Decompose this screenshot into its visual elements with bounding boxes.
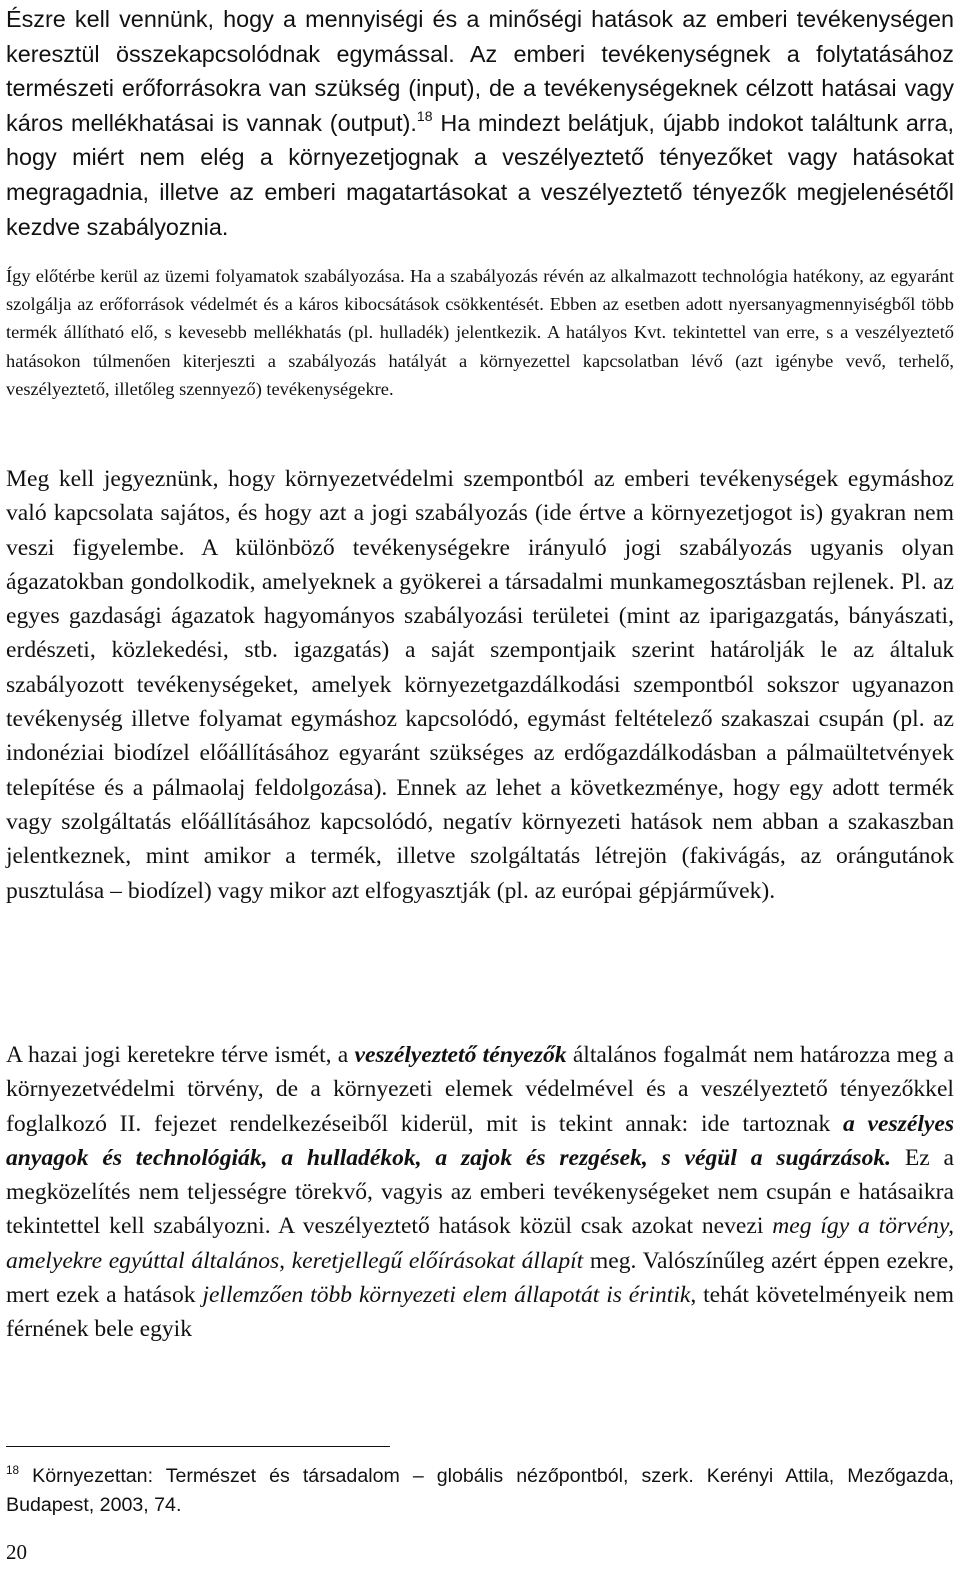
paragraph-4	[6, 1038, 954, 1347]
paragraph-4-text-3: Ez a megközelítés nem teljességre törekvő, vagyis az emberi tevékenységeket nem csupán e hatásaikra tekintettel kell szabályozni. A veszélyeztető hatások közül csak azokat nevezi	[6, 1144, 954, 1240]
paragraph-1-text-a: Észre kell vennünk, hogy a mennyiségi és a minőségi hatások az emberi tevékenységen keresztül összekapcsolódnak egymással. Az emberi tevékenységnek a folytatásához természeti erőforrásokra van szükség (input), de a tevékenységeknek célzott hatásai vagy káros mellékhatásai is vannak (output).	[6, 6, 954, 136]
italic-phrase-1: meg így a törvény, amelyekre egyúttal általános, keretjellegű előírásokat állapít	[6, 1213, 954, 1274]
italic-phrase-2: jellemzően több környezeti elem állapotát is érintik	[202, 1282, 691, 1309]
footnote-reference[interactable]: 18	[416, 107, 433, 124]
footnote-separator	[6, 1446, 390, 1447]
paragraph-4-text-1: A hazai jogi keretekre térve ismét, a	[6, 1042, 355, 1068]
footnote-number: 18	[6, 1463, 20, 1477]
paragraph-1	[6, 2, 954, 244]
paragraph-2: Így előtérbe kerül az üzemi folyamatok szabályozása. Ha a szabályozás révén az alkalmazott technológia hatékony, az egyaránt szolgálja az erőforrások védelmét és a káros kibocsátások csökkentését. Ebben az esetben adott nyersanyagmennyiségből több termék állítható elő, s kevesebb mellékhatás (pl. hulladék) jelentkezik. A hatályos Kvt. tekintettel van erre, s a veszélyeztető hatásokon túlmenően kiterjeszti a szabályozás hatályát a környezettel kapcsolatban lévő (azt igénybe vevő, terhelő, veszélyeztető, illetőleg szennyező) tevékenységekre.	[6, 266, 954, 399]
paragraph-1-text-b: Ha mindezt belátjuk, újabb indokot találtunk arra, hogy miért nem elég a környezetjognak a veszélyeztető tényezőket vagy hatásokat megragadnia, illetve az emberi magatartásokat a veszélyeztető tényezők megjelenésétől kezdve szabályoznia.	[6, 109, 955, 240]
paragraph-4-text-5: , tehát követelményeik nem férnének bele egyik	[6, 1282, 954, 1343]
page-number: 20	[6, 1540, 27, 1564]
footnote-text: Környezettan: Természet és társadalom – globális nézőpontból, szerk. Kerényi Attila, Mezőgazda, Budapest, 2003, 74.	[6, 1465, 954, 1516]
paragraph-4-text-2: általános fogalmát nem határozza meg a környezetvédelmi törvény, de a környezeti elemek védelmével és a veszélyeztető tényezőkkel foglalkozó II. fejezet rendelkezéseiből kiderül, mit is tekint annak: ide tartoznak	[6, 1042, 955, 1137]
footnote	[6, 1462, 954, 1520]
paragraph-4-text-4: meg. Valószínűleg azért éppen ezekre, mert ezek a hatások	[6, 1247, 954, 1309]
paragraph-3: Meg kell jegyeznünk, hogy környezetvédelmi szempontból az emberi tevékenységek egymáshoz való kapcsolata sajátos, és hogy azt a jogi szabályozás (ide értve a környezetjogot is) gyakran nem veszi figyelembe. A különböző tevékenységekre irányuló jogi szabályozás ugyanis olyan ágazatokban gondolkodik, amelyeknek a gyökerei a társadalmi munkamegosztásban rejlenek. Pl. az egyes gazdasági ágazatok hagyományos szabályozási területei (mint az iparigazgatás, bányászati, erdészeti, közlekedési, stb. igazgatás) a saját szempontjaik szerint határolják le az általuk szabályozott tevékenységeket, amelyek környezetgazdálkodási szempontból sokszor ugyanazon tevékenység illetve folyamat egymáshoz kapcsolódó, egymást feltételező szakaszai csupán (pl. az indonéziai biodízel előállításához egyaránt szükséges az erdőgazdálkodásban a pálmaültetvények telepítése és a pálmaolaj feldolgozása). Ennek az lehet a következménye, hogy egy adott termék vagy szolgáltatás előállításához kapcsolódó, negatív környezeti hatások nem abban a szakaszban jelentkeznek, mint amikor a termék, illetve szolgáltatás létrejön (fakivágás, az orángutánok pusztulása – biodízel) vagy mikor azt elfogyasztják (pl. az európai gépjárművek).	[6, 466, 954, 904]
emphasis-dangerous-factors: veszélyeztető tényezők	[354, 1042, 567, 1068]
emphasis-factor-list: a veszélyes anyagok és technológiák, a hulladékok, a zajok és rezgések, s végül a sugárzások.	[6, 1110, 954, 1171]
